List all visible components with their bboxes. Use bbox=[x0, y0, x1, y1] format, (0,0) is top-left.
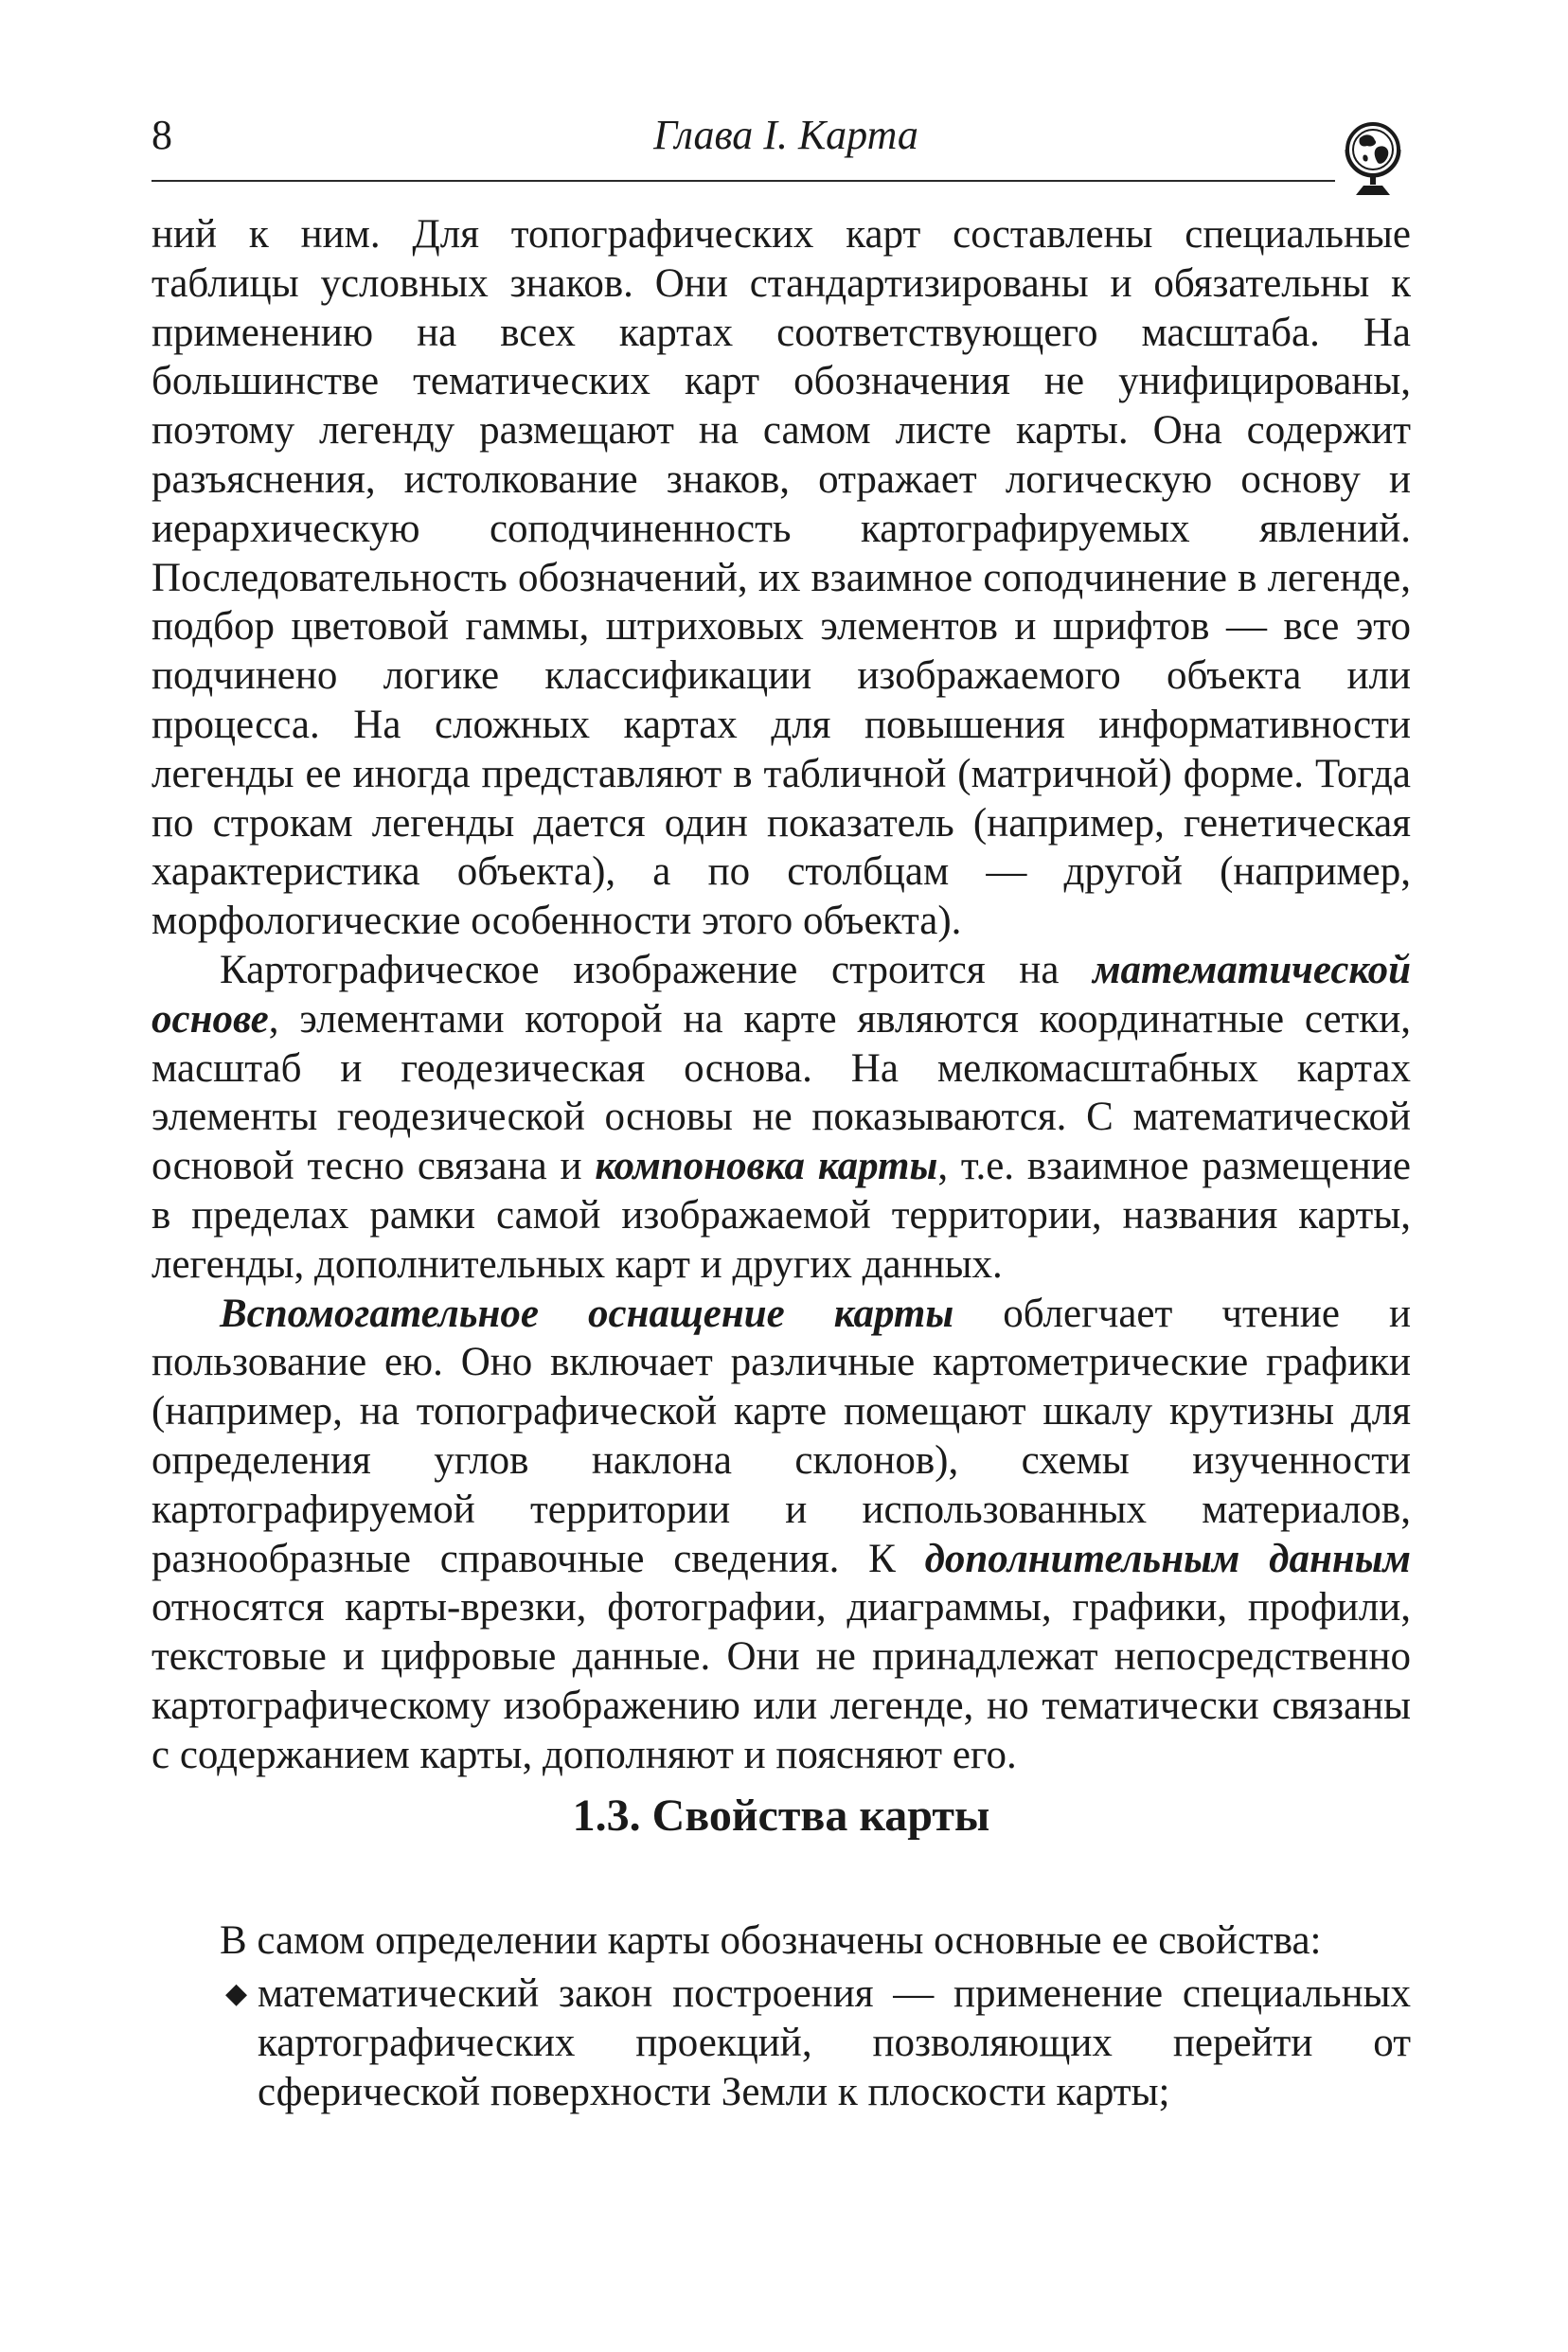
paragraph-legend: ний к ним. Для топографических карт составлены специальные таблицы условных знаков. Они стандартизированы и обязательны к применению на всех картах соответствующего масштаба. На большинстве тематических карт обозначения не унифицированы, поэтому легенду размещают на самом листе карты. Она содержит разъяснения, истолкование знаков, отражает логическую основу и иерархическую соподчиненность картографируемых явлений. Последовательность обозначений, их взаимное соподчинение в легенде, подбор цветовой гаммы, штриховых элементов и шрифтов — все это подчинено логике классификации изображаемого объекта или процесса. На сложных картах для повышения информативности легенды ее иногда представляют в табличной (матричной) форме. Тогда по строкам легенды дается один показатель (например, генетическая характеристика объекта), а по столбцам — другой (например, морфологические особенности этого объекта). bbox=[151, 212, 1411, 944]
running-title: Глава I. Карта bbox=[653, 112, 918, 158]
section-intro: В самом определении карты обозначены основные ее свойства: bbox=[220, 1918, 1322, 1963]
running-header bbox=[151, 102, 1430, 187]
list-item bbox=[151, 1969, 1411, 2116]
list-item-text: математический закон построения — применение специальных картографических проекций, позволяющих перейти от сферической поверхности Земли к плоскости карты; bbox=[258, 1971, 1411, 2114]
text-span: Картографическое изображение строится на bbox=[220, 947, 1094, 992]
text-span: , т.е. взаимное размещение в пределах рамки самой изображаемой территории, названия карты, легенды, дополнительных карт и других данных. bbox=[151, 1144, 1411, 1287]
page-number: 8 bbox=[151, 112, 172, 158]
term-layout: компоновка карты bbox=[595, 1144, 938, 1189]
section-heading: 1.3. Свойства карты bbox=[572, 1791, 990, 1841]
term-math-basis: математической основе bbox=[151, 947, 1411, 1042]
text-span: , элементами которой на карте являются координатные сетки, масштаб и геодезическая основа. На мелкомасштабных картах элементы геодезической основы не показываются. С математической основой тесно связана и bbox=[151, 996, 1411, 1189]
term-auxiliary-equipment: Вспомогательное оснащение карты bbox=[220, 1291, 954, 1336]
paragraph-auxiliary bbox=[151, 1290, 1411, 1780]
diamond-bullet-icon: ◆ bbox=[225, 1978, 248, 2009]
header-rule bbox=[151, 180, 1335, 182]
text-span: облегчает чтение и пользование ею. Оно включает различные картометрические графики (например, на топографической карте помещают шкалу крутизны для определения углов наклона склонов), схемы изученности картографируемой территории и использованных материалов, разнообразные справочные сведения. К bbox=[151, 1291, 1412, 1581]
text-span: относятся карты-врезки, фотографии, диаграммы, графики, профили, текстовые и цифровые данные. Они не принадлежат непосредственно картографическому изображению или легенде, но тематически связаны с содержанием карты, дополняют и поясняют его. bbox=[151, 1585, 1411, 1777]
body-text bbox=[151, 210, 1411, 1780]
properties-list bbox=[151, 1969, 1411, 2116]
term-additional-data: дополнительным данным bbox=[924, 1536, 1411, 1581]
paragraph-math-basis bbox=[151, 946, 1411, 1290]
globe-icon bbox=[1335, 116, 1411, 201]
